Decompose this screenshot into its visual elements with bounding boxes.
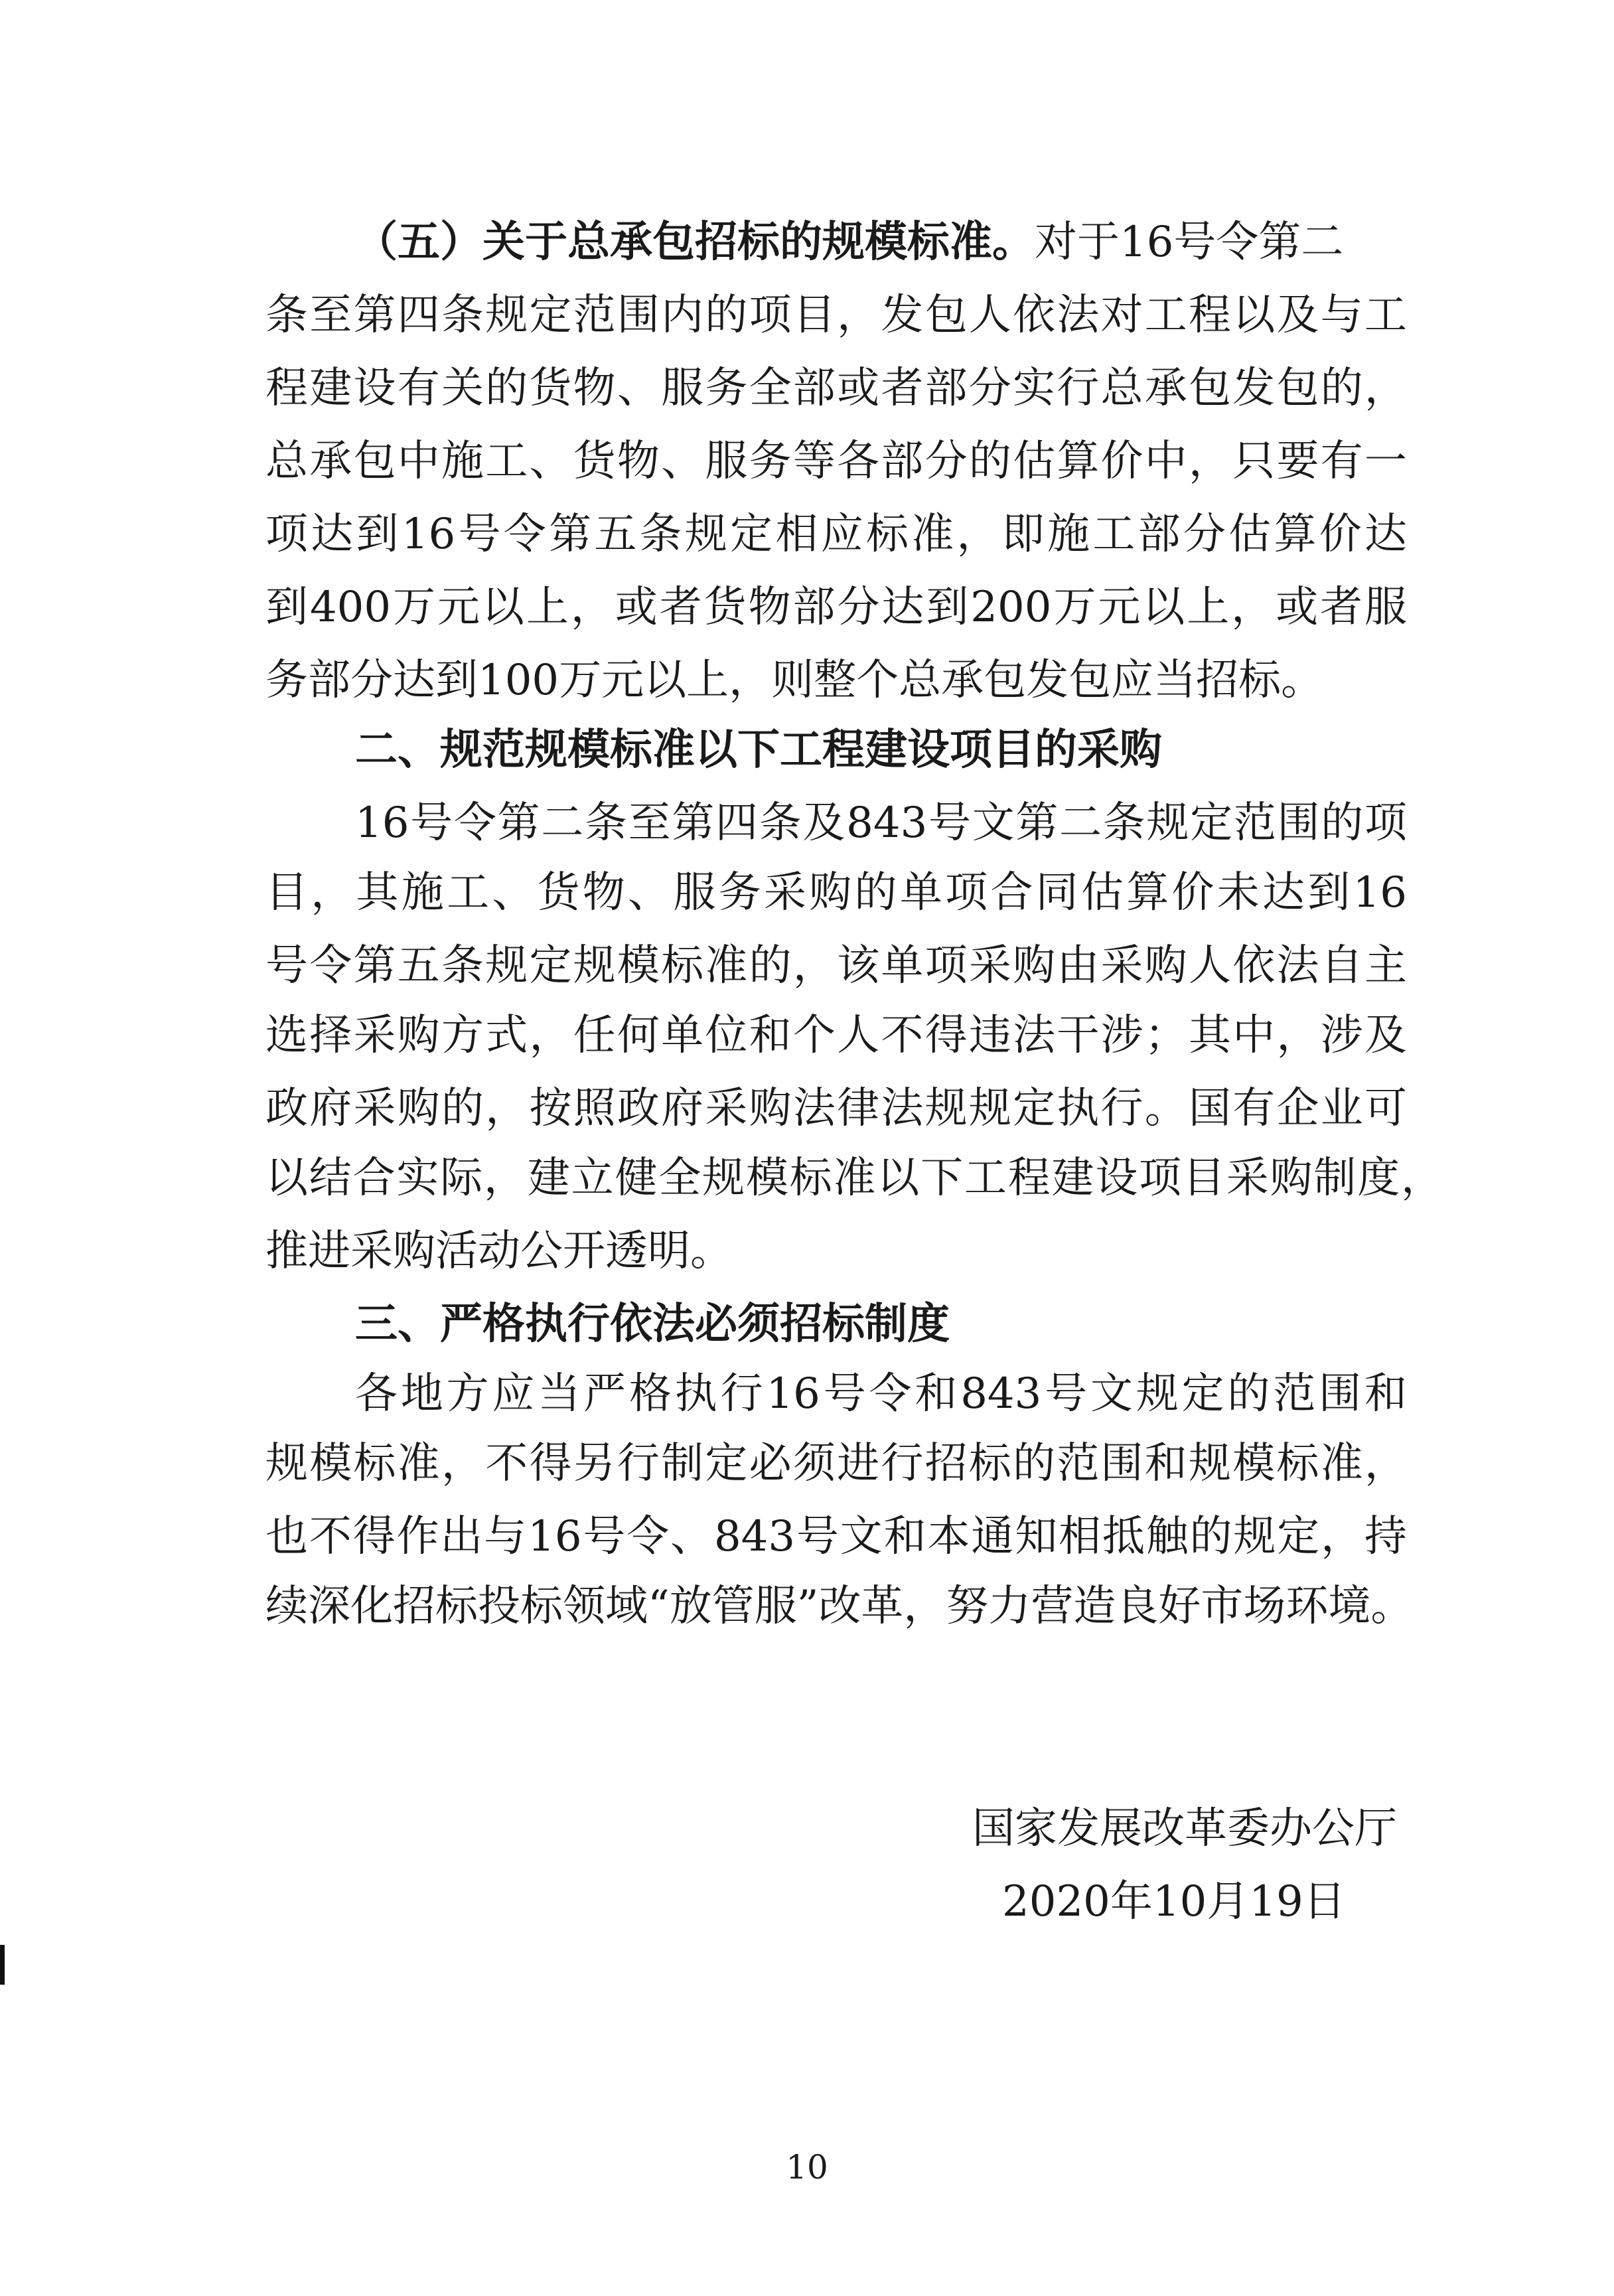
section-2-line-0: 16号令第二条至第四条及843号文第二条规定范围的项 [355, 799, 1407, 848]
section-3-heading: 三、严格执行依法必须招标制度 [355, 1299, 950, 1349]
section-5-line-4: 项达到16号令第五条规定相应标准，即施工部分估算价达 [265, 510, 1407, 559]
section-3-line-3: 续深化招标投标领域“放管服”改革，努力营造良好市场环境。 [265, 1582, 1414, 1631]
section-3-line-2: 也不得作出与16号令、843号文和本通知相抵触的规定，持 [265, 1512, 1407, 1561]
section-5-line-6: 务部分达到100万元以上，则整个总承包发包应当招标。 [265, 656, 1324, 705]
section-5-line-5: 到400万元以上，或者货物部分达到200万元以上，或者服 [265, 583, 1407, 632]
section-2-line-4: 政府采购的，按照政府采购法律法规规定执行。国有企业可 [265, 1084, 1407, 1133]
section-2-line-6: 推进采购活动公开透明。 [265, 1227, 733, 1276]
signature-organization: 国家发展改革委办公厅 [972, 1804, 1397, 1853]
section-5-line-0: 对于16号令第二 [1035, 218, 1344, 267]
section-3-line-0: 各地方应当严格执行16号令和843号文规定的范围和 [355, 1369, 1407, 1418]
section-2-line-2: 号令第五条规定规模标准的，该单项采购由采购人依法自主 [265, 941, 1407, 990]
scan-edge-mark [0, 1945, 5, 1985]
section-2-line-1: 目，其施工、货物、服务采购的单项合同估算价未达到16 [265, 868, 1407, 917]
section-5-line-3: 总承包中施工、货物、服务等各部分的估算价中，只要有一 [265, 437, 1407, 486]
section-5-line-2: 程建设有关的货物、服务全部或者部分实行总承包发包的， [265, 364, 1407, 413]
section-5-line-1: 条至第四条规定范围内的项目，发包人依法对工程以及与工 [265, 291, 1407, 340]
section-3-line-1: 规模标准，不得另行制定必须进行招标的范围和规模标准， [265, 1439, 1407, 1488]
section-5-first-line [355, 209, 1407, 275]
section-2-line-5: 以结合实际，建立健全规模标准以下工程建设项目采购制度， [265, 1154, 1443, 1203]
section-2-line-3: 选择采购方式，任何单位和个人不得违法干涉；其中，涉及 [265, 1011, 1407, 1060]
section-2-heading: 二、规范规模标准以下工程建设项目的采购 [355, 725, 1162, 775]
signature-date: 2020年10月19日 [1002, 1877, 1346, 1926]
page-number: 10 [786, 2148, 828, 2186]
section-5-heading: （五）关于总承包招标的规模标准。 [355, 217, 1035, 267]
